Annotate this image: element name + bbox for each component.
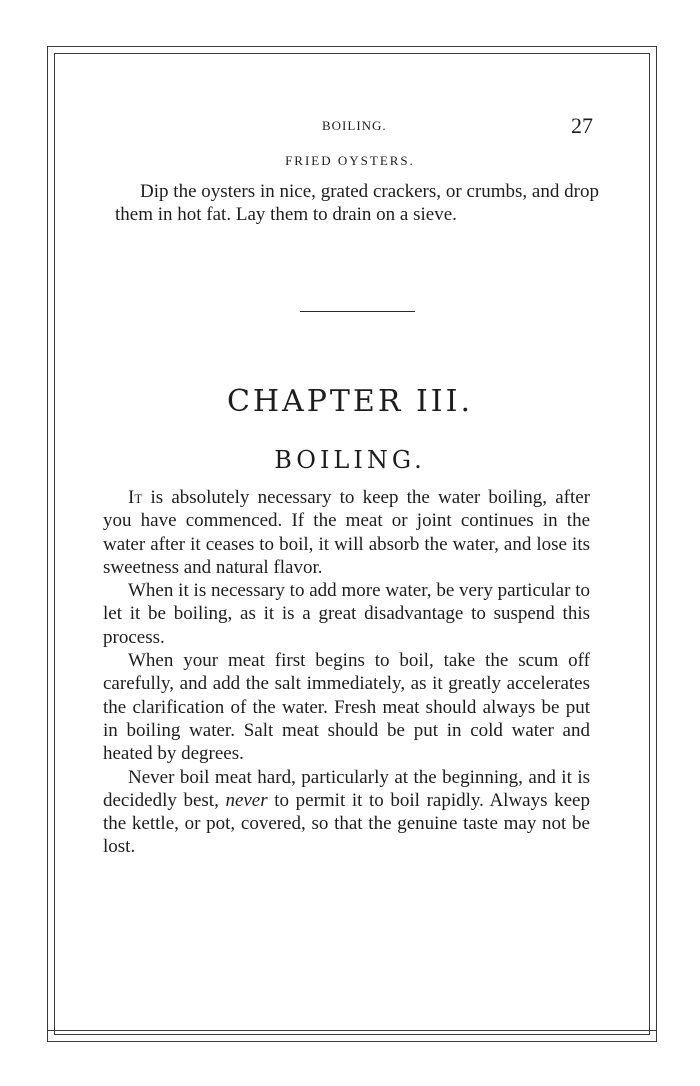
paragraph-4-text-end: to permit it to boil rapidly. Always keep the kettle, or pot, covered, so that the genuine taste may not be lost. [103,789,590,858]
page-number: 27 [571,113,593,138]
paragraph-1 [103,486,590,579]
fried-oysters-paragraph: Dip the oysters in nice, grated crackers, or crumbs, and drop them in hot fat. Lay them to drain on a sieve. [115,181,599,225]
paragraph-4 [103,766,590,859]
section-title-fried-oysters: FRIED OYSTERS. [285,153,415,168]
chapter-title: CHAPTER III. [226,384,474,419]
page-border-bottom-rule [47,1030,657,1031]
paragraph-3: When your meat first begins to boil, take the scum off carefully, and add the salt immediately, as it greatly accelerates the clarification of the water. Fresh meat should always be put in boiling water. Salt meat should be put in cold water and heated by degrees. [103,650,590,765]
paragraph-1-text: is absolutely necessary to keep the water boiling, after you have commenced. If the meat or joint continues in the water after it ceases to boil, it will absorb the water, and lose its sweetness and natural flavor. [103,487,590,578]
running-title: BOILING. [322,118,387,133]
chapter-body [103,486,590,859]
paragraph-4-text-start: Never boil meat hard, particularly at the beginning, and it is decidedly best, [103,766,590,811]
chapter-subtitle: BOILING. [274,446,426,474]
paragraph-1-lead: It [128,487,143,508]
section-divider-rule [300,311,415,312]
paragraph-2: When it is necessary to add more water, be very particular to let it be boiling, as it is a great disadvantage to suspend this process. [103,580,590,648]
paragraph-4-emphasis: never [225,789,268,811]
